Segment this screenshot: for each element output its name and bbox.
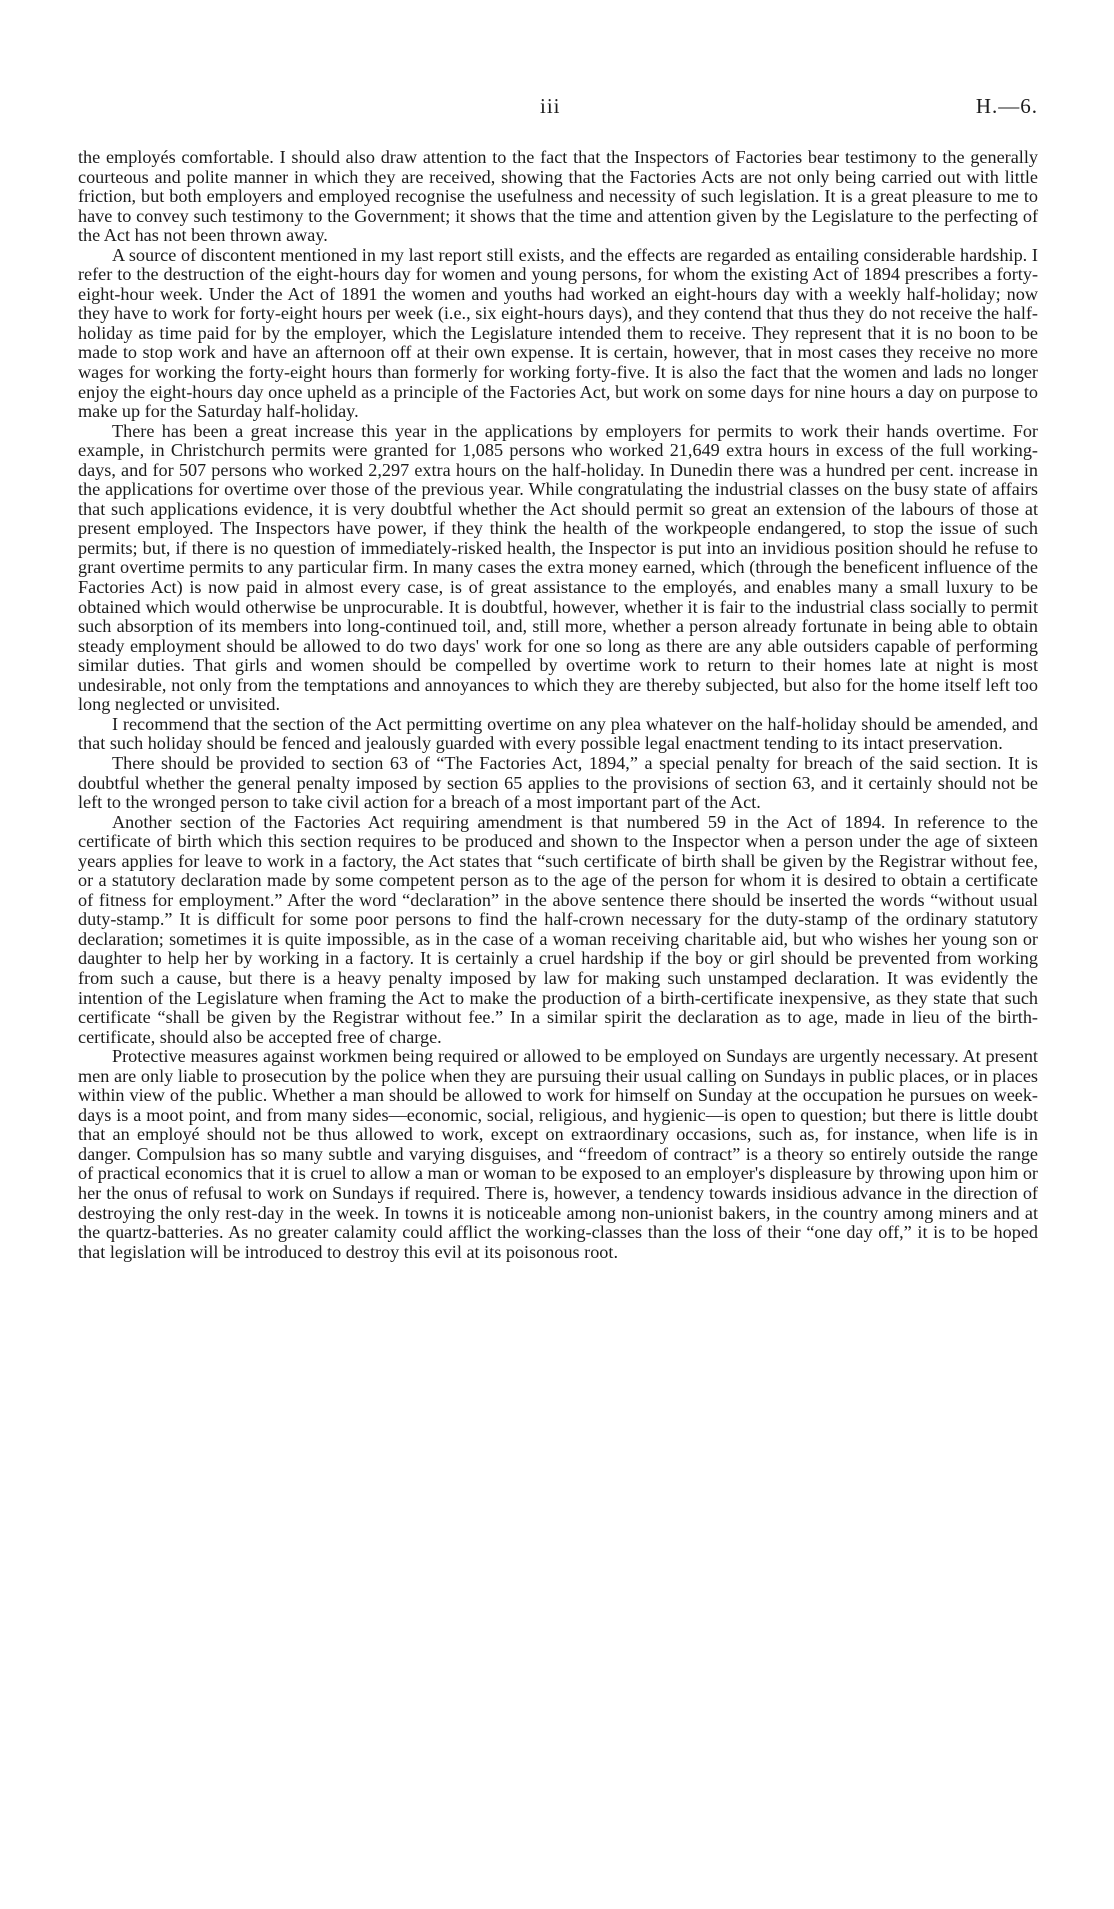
paragraph-overtime-permits: There has been a great increase this year in the applications by employers for permits to work their hands overtime. For example, in Christchurch permits were granted for 1,085 persons who worked 21,649 extra hours in excess of the full working-days, and for 507 persons who worked 2,297 extra hours on the half-holiday. In Dunedin there was a hundred per cent. increase in the applications for overtime over those of the previous year. While congratulating the industrial classes on the busy state of affairs that such applications evidence, it is very doubtful whether the Act should permit so great an extension of the labours of those at present employed. The Inspectors have power, if they think the health of the workpeople endangered, to stop the issue of such permits; but, if there is no question of immediately-risked health, the Inspector is put into an invidious position should he refuse to grant overtime permits to any particular firm. In many cases the extra money earned, which (through the beneficent influence of the Factories Act) is now paid in almost every case, is of great assistance to the employés, and enables many a small luxury to be obtained which would otherwise be unprocurable. It is doubtful, however, whether it is fair to the industrial class socially to permit such absorption of its members into long-continued toil, and, still more, whether a person already fortunate in being able to obtain steady employment should be allowed to do two days' work for one so long as there are any able outsiders capable of performing similar duties. That girls and women should be compelled by overtime work to return to their homes late at night is most undesirable, not only from the temptations and annoyances to which they are thereby subjected, but also for the home itself left too long neglected or unvisited.: [78, 420, 1038, 715]
document-reference: H.—6.: [975, 94, 1038, 118]
paragraph-section-59-birth-certificate: Another section of the Factories Act requiring amendment is that numbered 59 in the Act of 1894. In reference to the certificate of birth which this section requires to be produced and shown to the Inspector when a person under the age of sixteen years applies for leave to work in a factory, the Act states that “such certificate of birth shall be given by the Registrar without fee, or a statutory declaration made by some competent person as to the age of the person for whom it is desired to obtain a certificate of fitness for employment.” After the word “declaration” in the above sentence there should be inserted the words “without usual duty-stamp.” It is difficult for some poor persons to find the half-crown necessary for the duty-stamp of the ordinary statutory declaration; sometimes it is quite impossible, as in the case of a woman receiving charitable aid, but who wishes her young son or daughter to help her by working in a factory. It is certainly a cruel hardship if the boy or girl should be prevented from working from such a cause, but there is a heavy penalty imposed by law for making such unstamped declaration. It was evidently the intention of the Legislature when framing the Act to make the production of a birth-certificate inexpensive, as they state that such certificate “shall be given by the Registrar without fee.” In a similar spirit the declaration as to age, made in lieu of the birth-certificate, should also be accepted free of charge.: [78, 811, 1038, 1047]
page-number: iii: [540, 94, 561, 118]
paragraph-section-63-penalty: There should be provided to section 63 of “The Factories Act, 1894,” a special penalty for breach of the said section. It is doubtful whether the general penalty imposed by section 65 applies to the provisions of section 63, and it certainly should not be left to the wronged person to take civil action for a breach of a most important part of the Act.: [78, 752, 1038, 813]
paragraph-continuation: the employés comfortable. I should also draw attention to the fact that the Inspectors of Factories bear testimony to the generally courteous and polite manner in which they are received, showing that the Factories Acts are not only being carried out with little friction, but both employers and employed recognise the usefulness and necessity of such legislation. It is a great pleasure to me to have to convey such testimony to the Government; it shows that the time and attention given by the Legislature to the perfecting of the Act has not been thrown away.: [78, 147, 1038, 246]
paragraph-half-holiday-recommendation: I recommend that the section of the Act permitting overtime on any plea whatever on the half-holiday should be amended, and that such holiday should be fenced and jealously guarded with every possible legal enactment tending to its intact preservation.: [78, 713, 1038, 754]
page-header: [0, 94, 1114, 124]
paragraph-eight-hours-day: A source of discontent mentioned in my last report still exists, and the effects are regarded as entailing considerable hardship. I refer to the destruction of the eight-hours day for women and young persons, for whom the existing Act of 1894 prescribes a forty-eight-hour week. Under the Act of 1891 the women and youths had worked an eight-hours day with a weekly half-holiday; now they have to work for forty-eight hours per week (i.e., six eight-hours days), and they contend that thus they do not receive the half-holiday as time paid for by the employer, which the Legislature intended them to receive. They represent that it is no boon to be made to stop work and have an afternoon off at their own expense. It is certain, however, that in most cases they receive no more wages for working the forty-eight hours than formerly for working forty-five. It is also the fact that the women and lads no longer enjoy the eight-hours day once upheld as a principle of the Factories Act, but work on some days for nine hours a day on purpose to make up for the Saturday half-holiday.: [78, 244, 1038, 422]
paragraph-sunday-work: Protective measures against workmen being required or allowed to be employed on Sundays are urgently necessary. At present men are only liable to prosecution by the police when they are pursuing their usual calling on Sundays in public places, or in places within view of the public. Whether a man should be allowed to work for himself on Sunday at the occupation he pursues on week-days is a moot point, and from many sides—economic, social, religious, and hygienic—is open to question; but there is little doubt that an employé should not be thus allowed to work, except on extraordinary occasions, such as, for instance, when life is in danger. Compulsion has so many subtle and varying disguises, and “freedom of contract” is a theory so entirely outside the range of practical economics that it is cruel to allow a man or woman to be exposed to an employer's displeasure by throwing upon him or her the onus of refusal to work on Sundays if required. There is, however, a tendency towards insidious advance in the direction of destroying the only rest-day in the week. In towns it is noticeable among non-unionist bakers, in the country among miners and at the quartz-batteries. As no greater calamity could afflict the working-classes than the loss of their “one day off,” it is to be hoped that legislation will be introduced to destroy this evil at its poisonous root.: [78, 1046, 1038, 1262]
report-body: [78, 148, 1038, 1262]
